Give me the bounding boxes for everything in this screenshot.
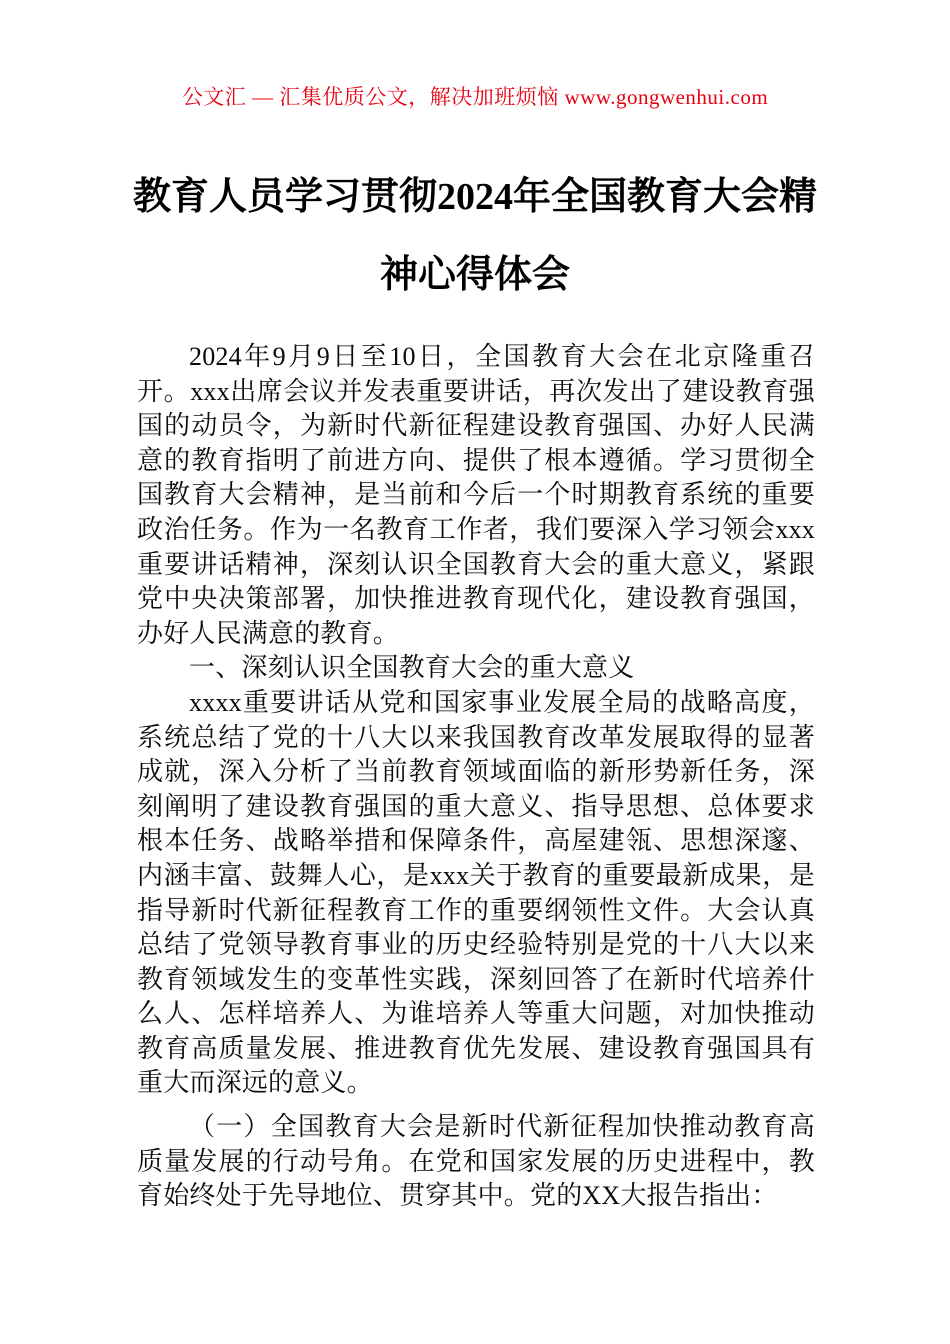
site-watermark-banner: 公文汇 — 汇集优质公文，解决加班烦恼 www.gongwenhui.com — [181, 85, 769, 109]
section-heading-1: 一、深刻认识全国教育大会的重大意义 — [189, 653, 635, 683]
paragraph-intro: 2024年9月9日至10日，全国教育大会在北京隆重召开。xxx出席会议并发表重要讲话，再次发出了建设教育强国的动员令，为新时代新征程建设教育强国、办好人民满意的教育指明了前进方向、提供了根本遵循。学习贯彻全国教育大会精神，是当前和今后一个时期教育系统的重要政治任务。作为一名教育工作者，我们要深入学习领会xxx重要讲话精神，深刻认识全国教育大会的重大意义，紧跟党中央决策部署，加快推进教育现代化，建设教育强国，办好人民满意的教育。 — [137, 342, 815, 648]
document-body — [137, 340, 815, 1214]
paragraph-subsection-1: （一）全国教育大会是新时代新征程加快推动教育高质量发展的行动号角。在党和国家发展的历史进程中，教育始终处于先导地位、贯穿其中。党的XX大报告指出： — [137, 1112, 815, 1211]
paragraph-section1-body: xxxx重要讲话从党和国家事业发展全局的战略高度，系统总结了党的十八大以来我国教育改革发展取得的显著成就，深入分析了当前教育领域面临的新形势新任务，深刻阐明了建设教育强国的重大意义、指导思想、总体要求根本任务、战略举措和保障条件，高屋建瓴、思想深邃、内涵丰富、鼓舞人心，是xxx关于教育的重要最新成果，是指导新时代新征程教育工作的重要纲领性文件。大会认真总结了党领导教育事业的历史经验特别是党的十八大以来教育领域发生的变革性实践，深刻回答了在新时代培养什么人、怎样培养人、为谁培养人等重大问题，对加快推动教育高质量发展、推进教育优先发展、建设教育强国具有重大而深远的意义。 — [137, 687, 815, 1098]
document-title: 教育人员学习贯彻2024年全国教育大会精神心得体会 — [132, 176, 817, 296]
